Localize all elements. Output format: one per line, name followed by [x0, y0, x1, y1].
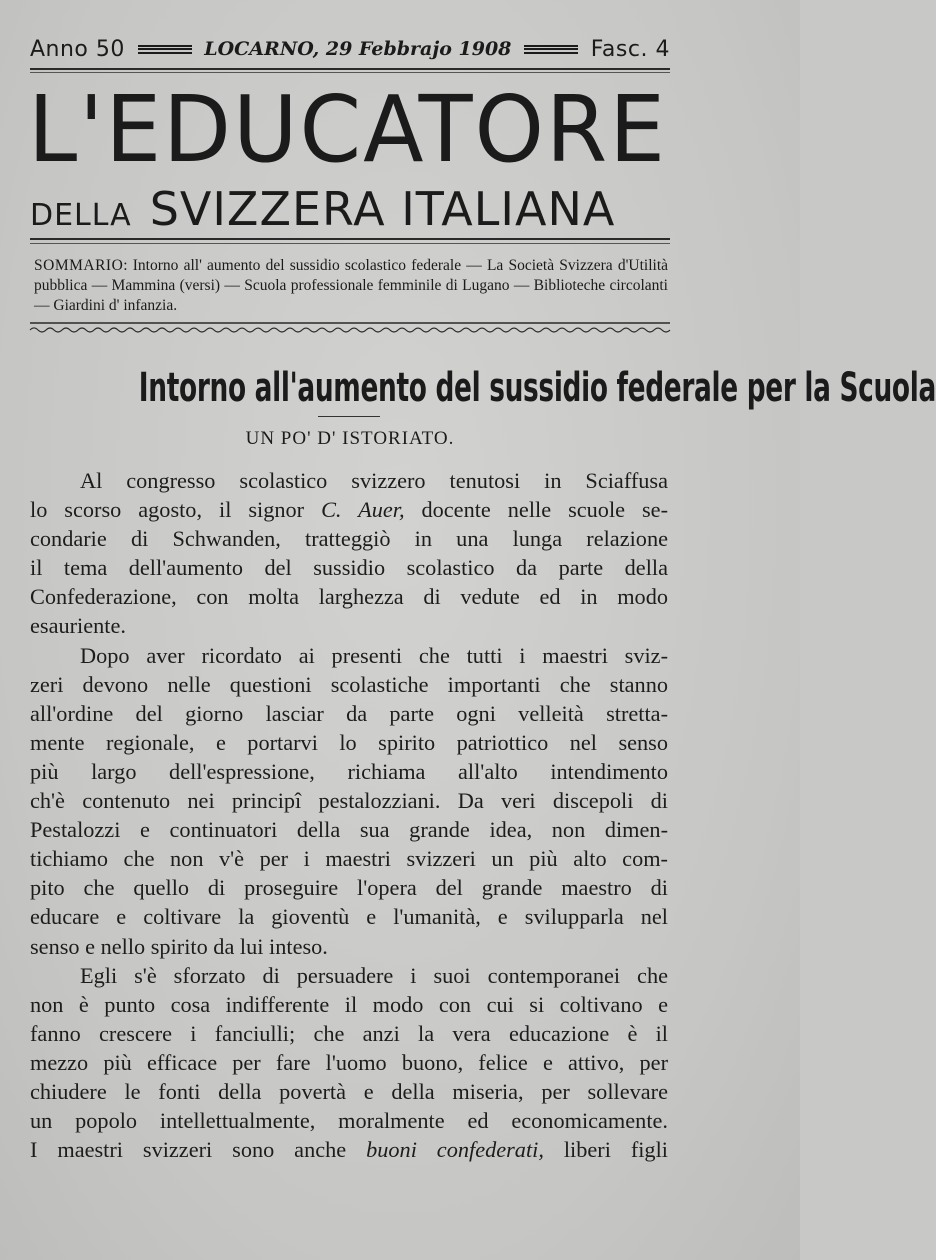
body-line-text: mezzo più efficace per fare l'uomo buono, felice e attivo, per	[30, 1049, 668, 1075]
body-line-text: senso e nello spirito da lui inteso.	[30, 933, 328, 959]
body-line	[30, 961, 668, 990]
body-line	[30, 1135, 668, 1164]
article-title: Intorno all'aumento del sussidio federale per la Scuola	[138, 365, 936, 411]
body-line	[30, 699, 668, 728]
wavy-divider	[30, 320, 670, 338]
toc-label: SOMMARIO	[34, 257, 124, 274]
journal-subtitle	[30, 182, 670, 236]
body-line-text: educare e coltivare la gioventù e l'umanità, e svilupparla nel	[30, 904, 668, 930]
body-line	[30, 553, 668, 582]
body-line	[30, 495, 668, 524]
body-line-text: I maestri svizzeri sono anche	[30, 1137, 367, 1163]
body-line-text: tichiamo che non v'è per i maestri svizzeri un più alto com-	[30, 846, 668, 872]
body-line	[30, 990, 668, 1019]
divider-top	[30, 68, 670, 70]
body-line-text: zeri devono nelle questioni scolastiche importanti che stanno	[30, 671, 668, 697]
body-line	[30, 466, 668, 495]
body-line-text: più largo dell'espressione, richiama all'alto intendimento	[30, 758, 668, 784]
body-line-text: Confederazione, con molta larghezza di vedute ed in modo	[30, 584, 668, 610]
body-line-text: Al congresso scolastico svizzero tenutosi in Sciaffusa	[80, 468, 668, 493]
body-line-italic: C. Auer,	[321, 497, 405, 523]
subtitle-della: DELLA	[30, 198, 132, 233]
body-line	[30, 902, 668, 931]
ornament-rule-left	[138, 45, 192, 54]
body-line-text: condarie di Schwanden, tratteggiò in una lunga relazione	[30, 526, 668, 552]
ornament-rule-right	[524, 45, 578, 54]
issue-year: Anno 50	[30, 36, 125, 62]
body-line-text: Pestalozzi e continuatori della sua grande idea, non dimen-	[30, 817, 668, 843]
body-line	[30, 641, 668, 670]
body-line-text: lo scorso agosto, il signor	[30, 497, 322, 523]
body-line-text: il tema dell'aumento del sussidio scolastico da parte della	[30, 555, 668, 581]
body-line-text: ch'è contenuto nei principî pestalozziani. Da veri discepoli di	[30, 788, 668, 814]
subtitle-svizzera-italiana: SVIZZERA ITALIANA	[149, 182, 616, 236]
body-line	[30, 1048, 668, 1077]
table-of-contents	[34, 256, 668, 316]
body-line-text: fanno crescere i fanciulli; che anzi la vera educazione è il	[30, 1020, 668, 1046]
issue-number: Fasc. 4	[590, 36, 670, 62]
body-line	[30, 1019, 668, 1048]
body-line	[30, 1106, 668, 1135]
article-body	[30, 466, 668, 1164]
divider-title-bottom	[30, 238, 670, 240]
body-line-text: chiudere le fonti della povertà e della miseria, per sollevare	[30, 1078, 668, 1104]
place-date: LOCARNO, 29 Febbrajo 1908	[204, 38, 512, 60]
body-line-tail: liberi figli	[543, 1137, 668, 1163]
section-heading: UN PO' D' ISTORIATO.	[245, 428, 455, 449]
body-line	[30, 611, 668, 640]
body-line-tail: docente nelle scuole se-	[404, 497, 668, 523]
body-line-text: all'ordine del giorno lasciar da parte ogni velleità stretta-	[30, 700, 668, 726]
body-line-text: Egli s'è sforzato di persuadere i suoi contemporanei che	[80, 962, 668, 988]
body-line	[30, 786, 668, 815]
body-line	[30, 524, 668, 553]
body-line	[30, 873, 668, 902]
body-line-text: pito che quello di proseguire l'opera del grande maestro di	[30, 875, 668, 901]
body-line	[30, 1077, 668, 1106]
body-line	[30, 815, 668, 844]
body-line	[30, 932, 668, 961]
divider-title-bottom-thin	[30, 243, 670, 244]
toc-text: : Intorno all' aumento del sussidio scolastico federale — La Società Svizzera d'Utilità pubblica — Mammina (versi) — Scuola professionale femminile di Lugano — Biblioteche circolanti — Giardini d' infanzia.	[34, 257, 668, 314]
body-line-text: un popolo intellettualmente, moralmente ed economicamente.	[30, 1108, 668, 1134]
title-underline	[318, 416, 380, 417]
masthead	[30, 34, 670, 64]
body-line	[30, 582, 668, 611]
body-line	[30, 757, 668, 786]
body-line	[30, 670, 668, 699]
body-line-text: non è punto cosa indifferente il modo con cui si coltivano e	[30, 991, 668, 1017]
journal-title: L'EDUCATORE	[28, 76, 667, 183]
body-line-text: esauriente.	[30, 613, 126, 639]
body-line-text: Dopo aver ricordato ai presenti che tutti i maestri sviz-	[80, 642, 668, 668]
body-line-italic: buoni confederati,	[366, 1137, 544, 1163]
body-line-text: mente regionale, e portarvi lo spirito patriottico nel senso	[30, 729, 668, 755]
body-line	[30, 844, 668, 873]
body-line	[30, 728, 668, 757]
divider-top-thin	[30, 72, 670, 73]
